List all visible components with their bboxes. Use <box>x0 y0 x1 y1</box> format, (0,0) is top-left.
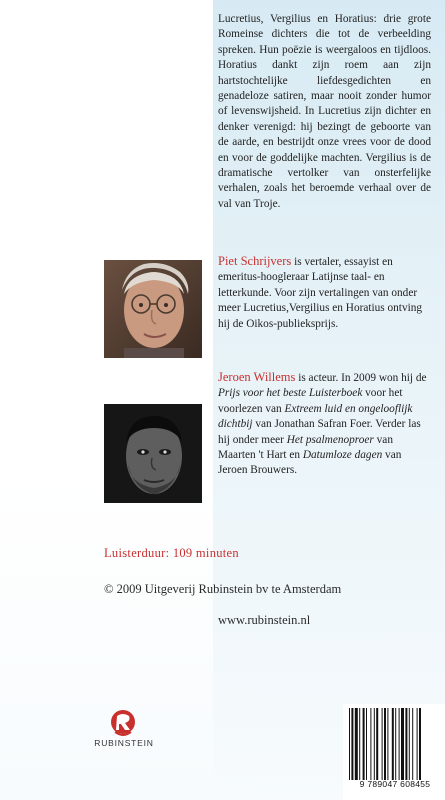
piet-schrijvers-photo <box>104 260 202 358</box>
jeroen-willems-name: Jeroen Willems <box>218 370 296 384</box>
book-title-extreem: Extreem luid en ongelooflijk dichtbij <box>218 402 413 431</box>
jeroen-willems-bio <box>218 370 431 479</box>
isbn-number: 9 789047 608455 <box>359 779 431 789</box>
book-title-datumloze-dagen: Datumloze dagen <box>302 449 383 462</box>
piet-schrijvers-name: Piet Schrijvers <box>218 254 292 268</box>
prize-title: Prijs voor het beste Luisterboek <box>218 387 363 400</box>
left-background <box>0 0 213 800</box>
publisher-website: www.rubinstein.nl <box>218 613 311 627</box>
rubinstein-logo-label: RUBINSTEIN <box>94 738 154 748</box>
jeroen-bio-text-1: is acteur. In 2009 won hij de <box>295 372 427 384</box>
book-title-psalmenoproer: Het psalmenoproer <box>286 433 374 446</box>
jeroen-bio-text-5: van Jeroen Brouwers. <box>218 449 402 477</box>
jeroen-bio-text-2: voor het voorlezen van <box>218 387 403 415</box>
copyright-notice: © 2009 Uitgeverij Rubinstein bv te Amsterdam <box>104 582 342 596</box>
piet-schrijvers-bio <box>218 254 431 332</box>
jeroen-bio-text-4: van Maarten 't Hart en <box>218 433 393 462</box>
piet-schrijvers-bio-text: is vertaler, essayist en emeritus-hoogleraar Latijnse taal- en letterkunde. Voor zijn vertalingen van onder meer Lucretius,Vergilius en Horatius ontving hij de Oikos-publieksprijs. <box>218 256 423 330</box>
jeroen-bio-text-3: van Jonathan Safran Foer. Verder las hij onder meer <box>218 418 421 446</box>
jeroen-willems-photo <box>104 404 202 503</box>
listening-duration: Luisterduur: 109 minuten <box>104 546 239 560</box>
intro-paragraph: Lucretius, Vergilius en Horatius: drie grote Romeinse dichters die tot de verbeelding spreken. Hun poëzie is weergaloos en tijdloos. Horatius dankt zijn roem aan zijn hartstochtelijke liefdesgedichten en genadeloze satiren, maar nooit zonder humor of levenswijsheid. In Lucretius zijn dichter en denker verenigd: hij bezingt de geboorte van de aarde, en bestrijdt onze vrees voor de dood en voor de goddelijke machten. Vergilius is de dramatische vertolker van onsterfelijke verhalen, zoals het beroemde verhaal over de val van Troje. <box>218 13 431 210</box>
barcode-bars-icon <box>347 708 441 782</box>
